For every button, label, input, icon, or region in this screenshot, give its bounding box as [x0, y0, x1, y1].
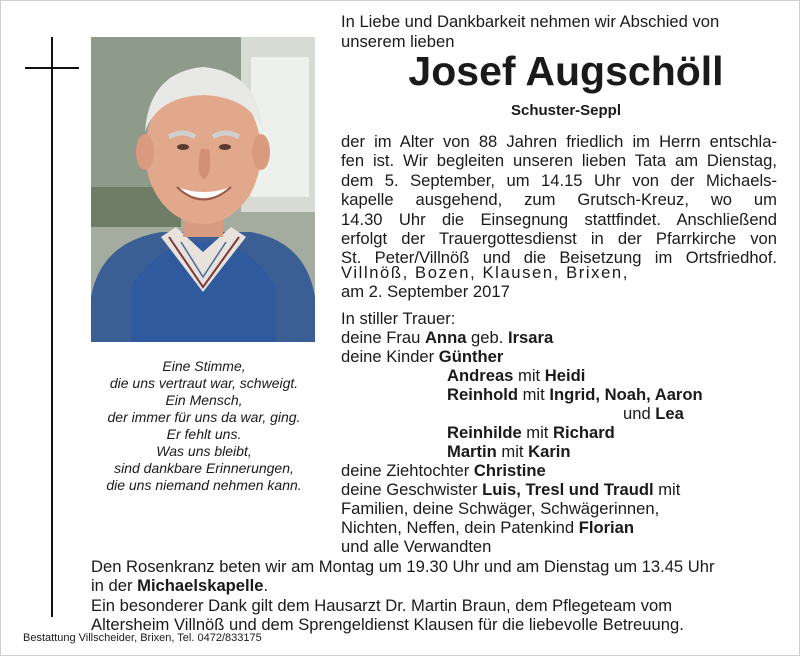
- notice-line: fen ist. Wir begleiten unseren lieben Tata am Dienstag,: [341, 151, 777, 171]
- cross-horizontal-bar: [25, 67, 79, 69]
- poem-line: sind dankbare Erinnerungen,: [114, 460, 294, 476]
- notice-line: erfolgt der Trauergottesdienst in der Pfarrkirche von: [341, 228, 777, 248]
- notice-line: dem 5. September, um 14.15 Uhr von der Michaels-: [341, 170, 777, 190]
- funeral-notice-text: [341, 132, 777, 268]
- mourner-child: Reinhold mit Ingrid, Noah, Aaron: [447, 385, 703, 404]
- date: am 2. September 2017: [341, 282, 510, 301]
- mourner-child: Andreas mit Heidi: [447, 366, 586, 385]
- funeral-home-footer: Bestattung Villscheider, Brixen, Tel. 0472/833175: [23, 632, 262, 644]
- poem-line: Eine Stimme,: [162, 358, 246, 374]
- notice-line: kapelle ausgehend, zum Grutsch-Kreuz, wo um: [341, 190, 777, 210]
- poem: [75, 358, 333, 494]
- poem-line: Er fehlt uns.: [166, 426, 242, 442]
- notice-line: der im Alter von 88 Jahren friedlich im Herrn entschla-: [341, 132, 777, 151]
- poem-line: die uns niemand nehmen kann.: [106, 477, 302, 493]
- thanks-line: Ein besonderer Dank gilt dem Hausarzt Dr. Martin Braun, dem Pflegeteam vom: [91, 596, 673, 615]
- place-and-date: [341, 263, 641, 301]
- mourner-child: Martin mit Karin: [447, 442, 571, 461]
- header-line: unserem lieben: [341, 32, 455, 51]
- poem-line: die uns vertraut war, schweigt.: [109, 375, 299, 391]
- deceased-nickname: Schuster-Seppl: [510, 102, 622, 119]
- cross-vertical-bar: [51, 37, 53, 617]
- notice-line: St. Peter/Villnöß und die Beisetzung im Ortsfriedhof.: [341, 248, 777, 268]
- poem-line: Was uns bleibt,: [156, 443, 252, 459]
- deceased-name: Josef Augschöll: [408, 48, 724, 94]
- rosary-line: Den Rosenkranz beten wir am Montag um 19.30 Uhr und am Dienstag um 13.45 Uhr: [91, 557, 715, 576]
- mourner-child: Reinhilde mit Richard: [447, 423, 615, 442]
- mourner-nieces: Nichten, Neffen, dein Patenkind Florian: [341, 518, 635, 537]
- mourner-siblings: deine Geschwister Luis, Tresl und Traudl mit: [341, 480, 681, 499]
- mourners-intro: In stiller Trauer:: [341, 309, 456, 328]
- poem-line: Ein Mensch,: [165, 392, 243, 408]
- mourner-children: deine Kinder Günther: [341, 347, 504, 366]
- header-line: In Liebe und Dankbarkeit nehmen wir Abschied von: [341, 12, 720, 31]
- notice-line: 14.30 Uhr die Einsegnung stattfindet. Anschließend: [341, 209, 777, 229]
- mourner-foster-daughter: deine Ziehtochter Christine: [341, 461, 546, 480]
- thanks-line: Altersheim Villnöß und dem Sprengeldienst Klausen für die liebevolle Betreuung.: [91, 615, 684, 634]
- mourner-wife: deine Frau Anna geb. Irsara: [341, 328, 554, 347]
- places: Villnöß, Bozen, Klausen, Brixen,: [341, 263, 629, 282]
- mourner-child-extra: und Lea: [623, 404, 684, 423]
- portrait-photo: [91, 37, 315, 342]
- mourner-families: Familien, deine Schwäger, Schwägerinnen,: [341, 499, 660, 518]
- poem-line: der immer für uns da war, ging.: [107, 409, 301, 425]
- rosary-line: in der Michaelskapelle.: [91, 576, 269, 595]
- mourner-relatives: und alle Verwandten: [341, 537, 492, 556]
